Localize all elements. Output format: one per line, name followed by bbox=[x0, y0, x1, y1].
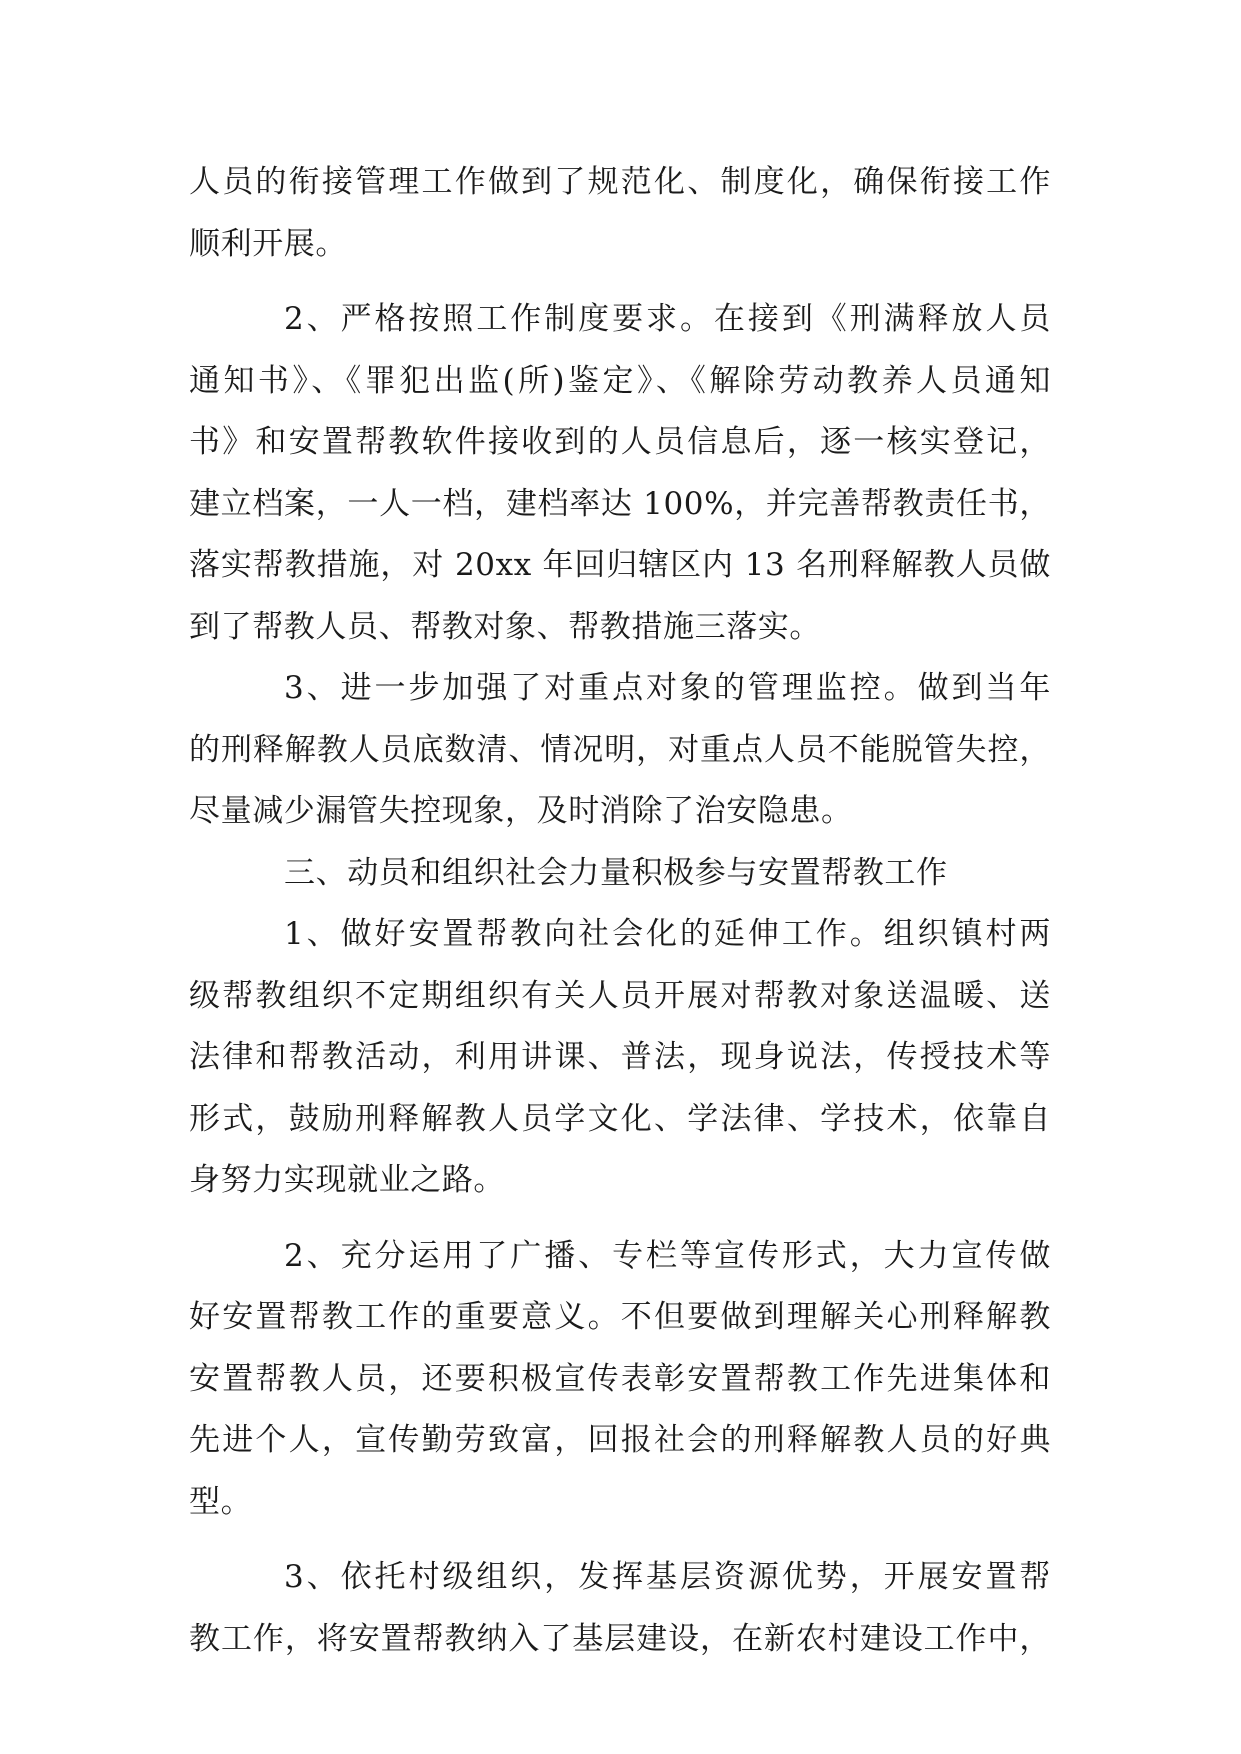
text-line: 2、严格按照工作制度要求。在接到《刑满释放人员 bbox=[284, 301, 1051, 337]
text-line: 好安置帮教工作的重要意义。不但要做到理解关心刑释解教 bbox=[189, 1299, 1051, 1335]
text-line: 1、做好安置帮教向社会化的延伸工作。组织镇村两 bbox=[284, 916, 1051, 952]
text-line: 先进个人，宣传勤劳致富，回报社会的刑释解教人员的好典 bbox=[189, 1422, 1051, 1458]
text-line: 顺利开展。 bbox=[189, 225, 347, 262]
document-body bbox=[189, 152, 1051, 1670]
text-line: 书》和安置帮教软件接收到的人员信息后，逐一核实登记， bbox=[189, 424, 1051, 460]
text-line: 2、充分运用了广播、专栏等宣传形式，大力宣传做 bbox=[284, 1237, 1051, 1274]
text-line: 落实帮教措施，对 20xx 年回归辖区内 13 名刑释解教人员做 bbox=[189, 547, 1051, 583]
text-line: 安置帮教人员，还要积极宣传表彰安置帮教工作先进集体和 bbox=[189, 1360, 1051, 1397]
text-line: 人员的衔接管理工作做到了规范化、制度化，确保衔接工作 bbox=[189, 164, 1051, 200]
text-line: 到了帮教人员、帮教对象、帮教措施三落实。 bbox=[189, 608, 821, 645]
text-line: 建立档案，一人一档，建档率达 100%，并完善帮教责任书， bbox=[189, 485, 1051, 522]
text-line: 教工作，将安置帮教纳入了基层建设，在新农村建设工作中， bbox=[189, 1620, 1051, 1657]
text-line: 通知书》、《罪犯出监(所)鉴定》、《解除劳动教养人员通知 bbox=[189, 362, 1051, 399]
text-line: 的刑释解教人员底数清、情况明，对重点人员不能脱管失控， bbox=[189, 731, 1051, 768]
section-heading: 三、动员和组织社会力量积极参与安置帮教工作 bbox=[284, 854, 948, 891]
text-line: 身努力实现就业之路。 bbox=[189, 1162, 505, 1198]
text-line: 级帮教组织不定期组织有关人员开展对帮教对象送温暖、送 bbox=[189, 977, 1051, 1014]
text-line: 型。 bbox=[189, 1483, 253, 1520]
text-line: 法律和帮教活动，利用讲课、普法，现身说法，传授技术等 bbox=[189, 1039, 1051, 1075]
text-line: 尽量减少漏管失控现象，及时消除了治安隐患。 bbox=[189, 793, 853, 829]
text-line: 3、依托村级组织，发挥基层资源优势，开展安置帮 bbox=[284, 1559, 1051, 1595]
text-line: 形式，鼓励刑释解教人员学文化、学法律、学技术，依靠自 bbox=[189, 1100, 1051, 1137]
text-line: 3、进一步加强了对重点对象的管理监控。做到当年 bbox=[284, 670, 1051, 706]
